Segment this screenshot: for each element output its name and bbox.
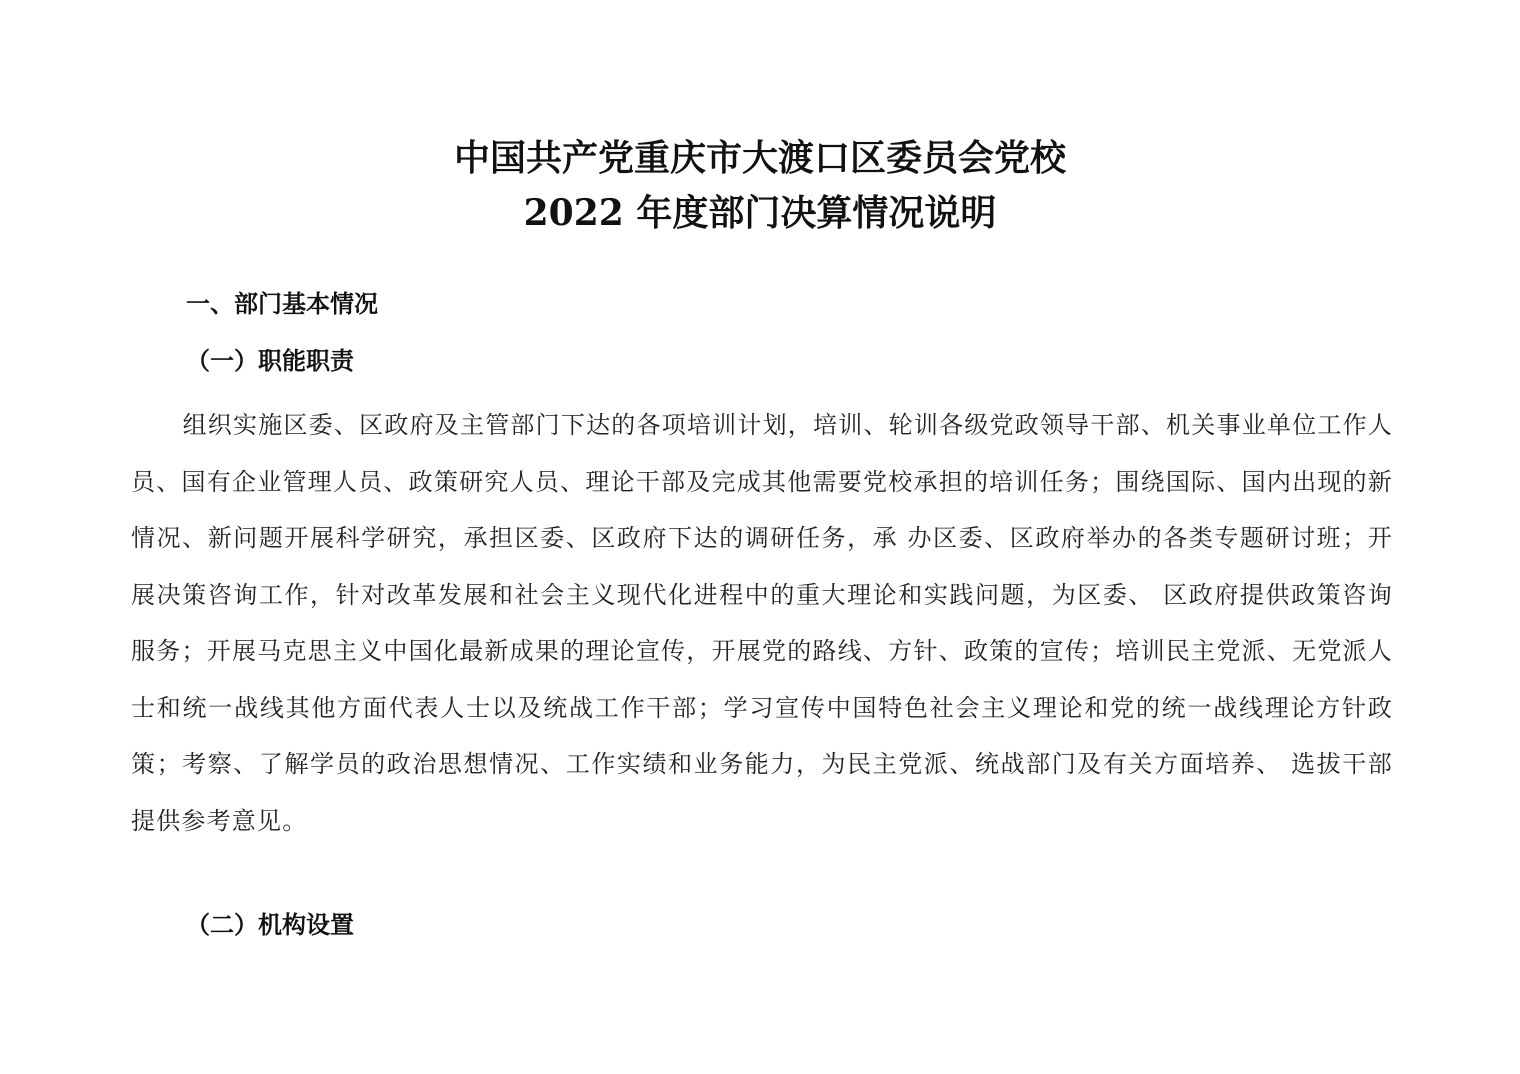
section-heading-basic-info: 一、部门基本情况 (186, 289, 378, 318)
subsection-heading-functions: （一）职能职责 (186, 346, 354, 375)
subsection-heading-organization: （二）机构设置 (186, 910, 354, 939)
functions-paragraph: 组织实施区委、区政府及主管部门下达的各项培训计划，培训、轮训各级党政领导干部、机关事业单位工作人员、国有企业管理人员、政策研究人员、理论干部及完成其他需要党校承担的培训任务；围绕国际、国内出现的新情况、新问题开展科学研究，承担区委、区政府下达的调研任务，承 办区委、区政府举办的各类专题研讨班；开展决策咨询工作，针对改革发展和社会主义现代化进程中的重大理论和实践问题，为区委、 区政府提供政策咨询服务；开展马克思主义中国化最新成果的理论宣传，开展党的路线、方针、政策的宣传；培训民主党派、无党派人士和统一战线其他方面代表人士以及统战工作干部；学习宣传中国特色社会主义理论和党的统一战线理论方针政策；考察、了解学员的政治思想情况、工作实绩和业务能力，为民主党派、统战部门及有关方面培养、 选拔干部提供参考意见。 (131, 411, 1393, 835)
document-title-line-2: 2022 年度部门决算情况说明 (523, 192, 997, 234)
document-title-line-1: 中国共产党重庆市大渡口区委员会党校 (453, 137, 1066, 179)
